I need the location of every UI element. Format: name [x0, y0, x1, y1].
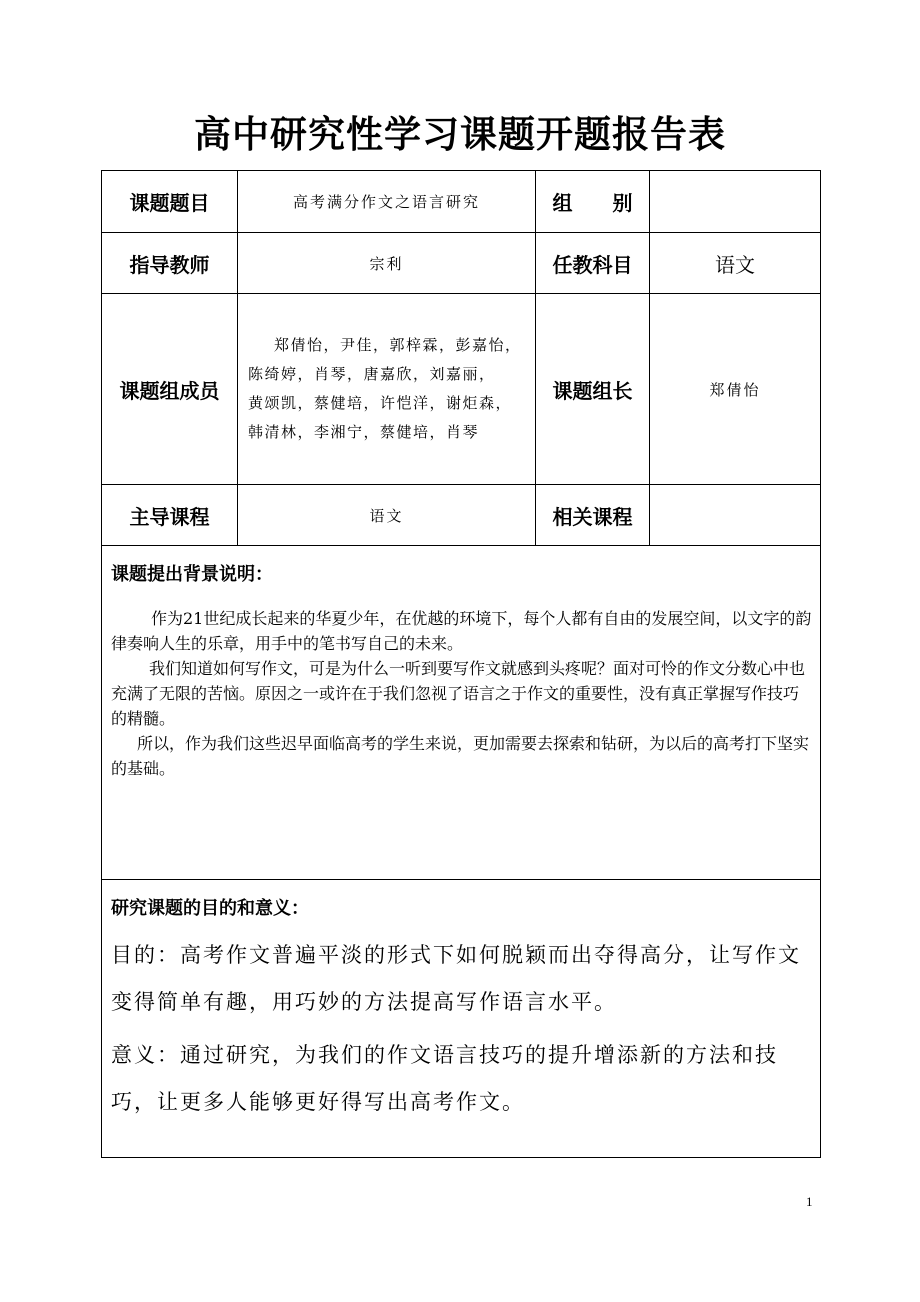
members-line-2: 陈绮婷，肖琴，唐嘉欣，刘嘉丽，	[248, 365, 496, 383]
members-row	[102, 294, 821, 485]
members-line-3: 黄颂凯，蔡健培，许恺洋，谢炬森，	[248, 394, 513, 412]
teacher-label: 指导教师	[102, 233, 238, 294]
subject-label: 任教科目	[536, 233, 650, 294]
page-title: 高中研究性学习课题开题报告表	[194, 113, 726, 156]
members-line-4: 韩清林，李湘宁，蔡健培，肖琴	[248, 423, 480, 441]
page-number: 1	[806, 1194, 813, 1209]
purpose-title: 研究课题的目的和意义：	[111, 898, 309, 919]
topic-value: 高考满分作文之语言研究	[238, 171, 536, 233]
leader-label: 课题组长	[536, 294, 650, 485]
leader-value: 郑倩怡	[650, 294, 821, 485]
main-course-value: 语文	[238, 485, 536, 546]
course-row	[102, 485, 821, 546]
group-label: 组 别	[536, 171, 650, 233]
background-title: 课题提出背景说明：	[111, 564, 273, 585]
purpose-row	[102, 880, 821, 1158]
purpose-meaning: 意义：通过研究，为我们的作文语言技巧的提升增添新的方法和技巧，让更多人能够更好得写出高考作文。	[111, 1043, 778, 1114]
teacher-row	[102, 233, 821, 294]
members-line-1: 郑倩怡，尹佳，郭梓霖，彭嘉怡，	[274, 336, 522, 354]
main-course-label: 主导课程	[102, 485, 238, 546]
group-value	[650, 171, 821, 233]
subject-value: 语文	[650, 233, 821, 294]
teacher-value: 宗利	[238, 233, 536, 294]
purpose-aim: 目的：高考作文普遍平淡的形式下如何脱颖而出夺得高分，让写作文变得简单有趣，用巧妙的方法提高写作语言水平。	[111, 943, 801, 1014]
related-course-value	[650, 485, 821, 546]
topic-row	[102, 171, 821, 233]
background-paragraph-2: 我们知道如何写作文，可是为什么一听到要写作文就感到头疼呢？面对可怜的作文分数心中也充满了无限的苦恼。原因之一或许在于我们忽视了语言之于作文的重要性，没有真正掌握写作技巧的精髓。	[111, 659, 806, 728]
background-paragraph-1: 作为21世纪成长起来的华夏少年，在优越的环境下，每个人都有自由的发展空间，以文字的韵律奏响人生的乐章，用手中的笔书写自己的未来。	[111, 609, 812, 653]
related-course-label: 相关课程	[536, 485, 650, 546]
proposal-form-table	[101, 170, 821, 1158]
background-paragraph-3: 所以，作为我们这些迟早面临高考的学生来说，更加需要去探索和钻研，为以后的高考打下坚实的基础。	[111, 734, 810, 778]
members-label: 课题组成员	[102, 294, 238, 485]
background-row	[102, 546, 821, 880]
topic-label: 课题题目	[102, 171, 238, 233]
members-list	[238, 294, 536, 485]
